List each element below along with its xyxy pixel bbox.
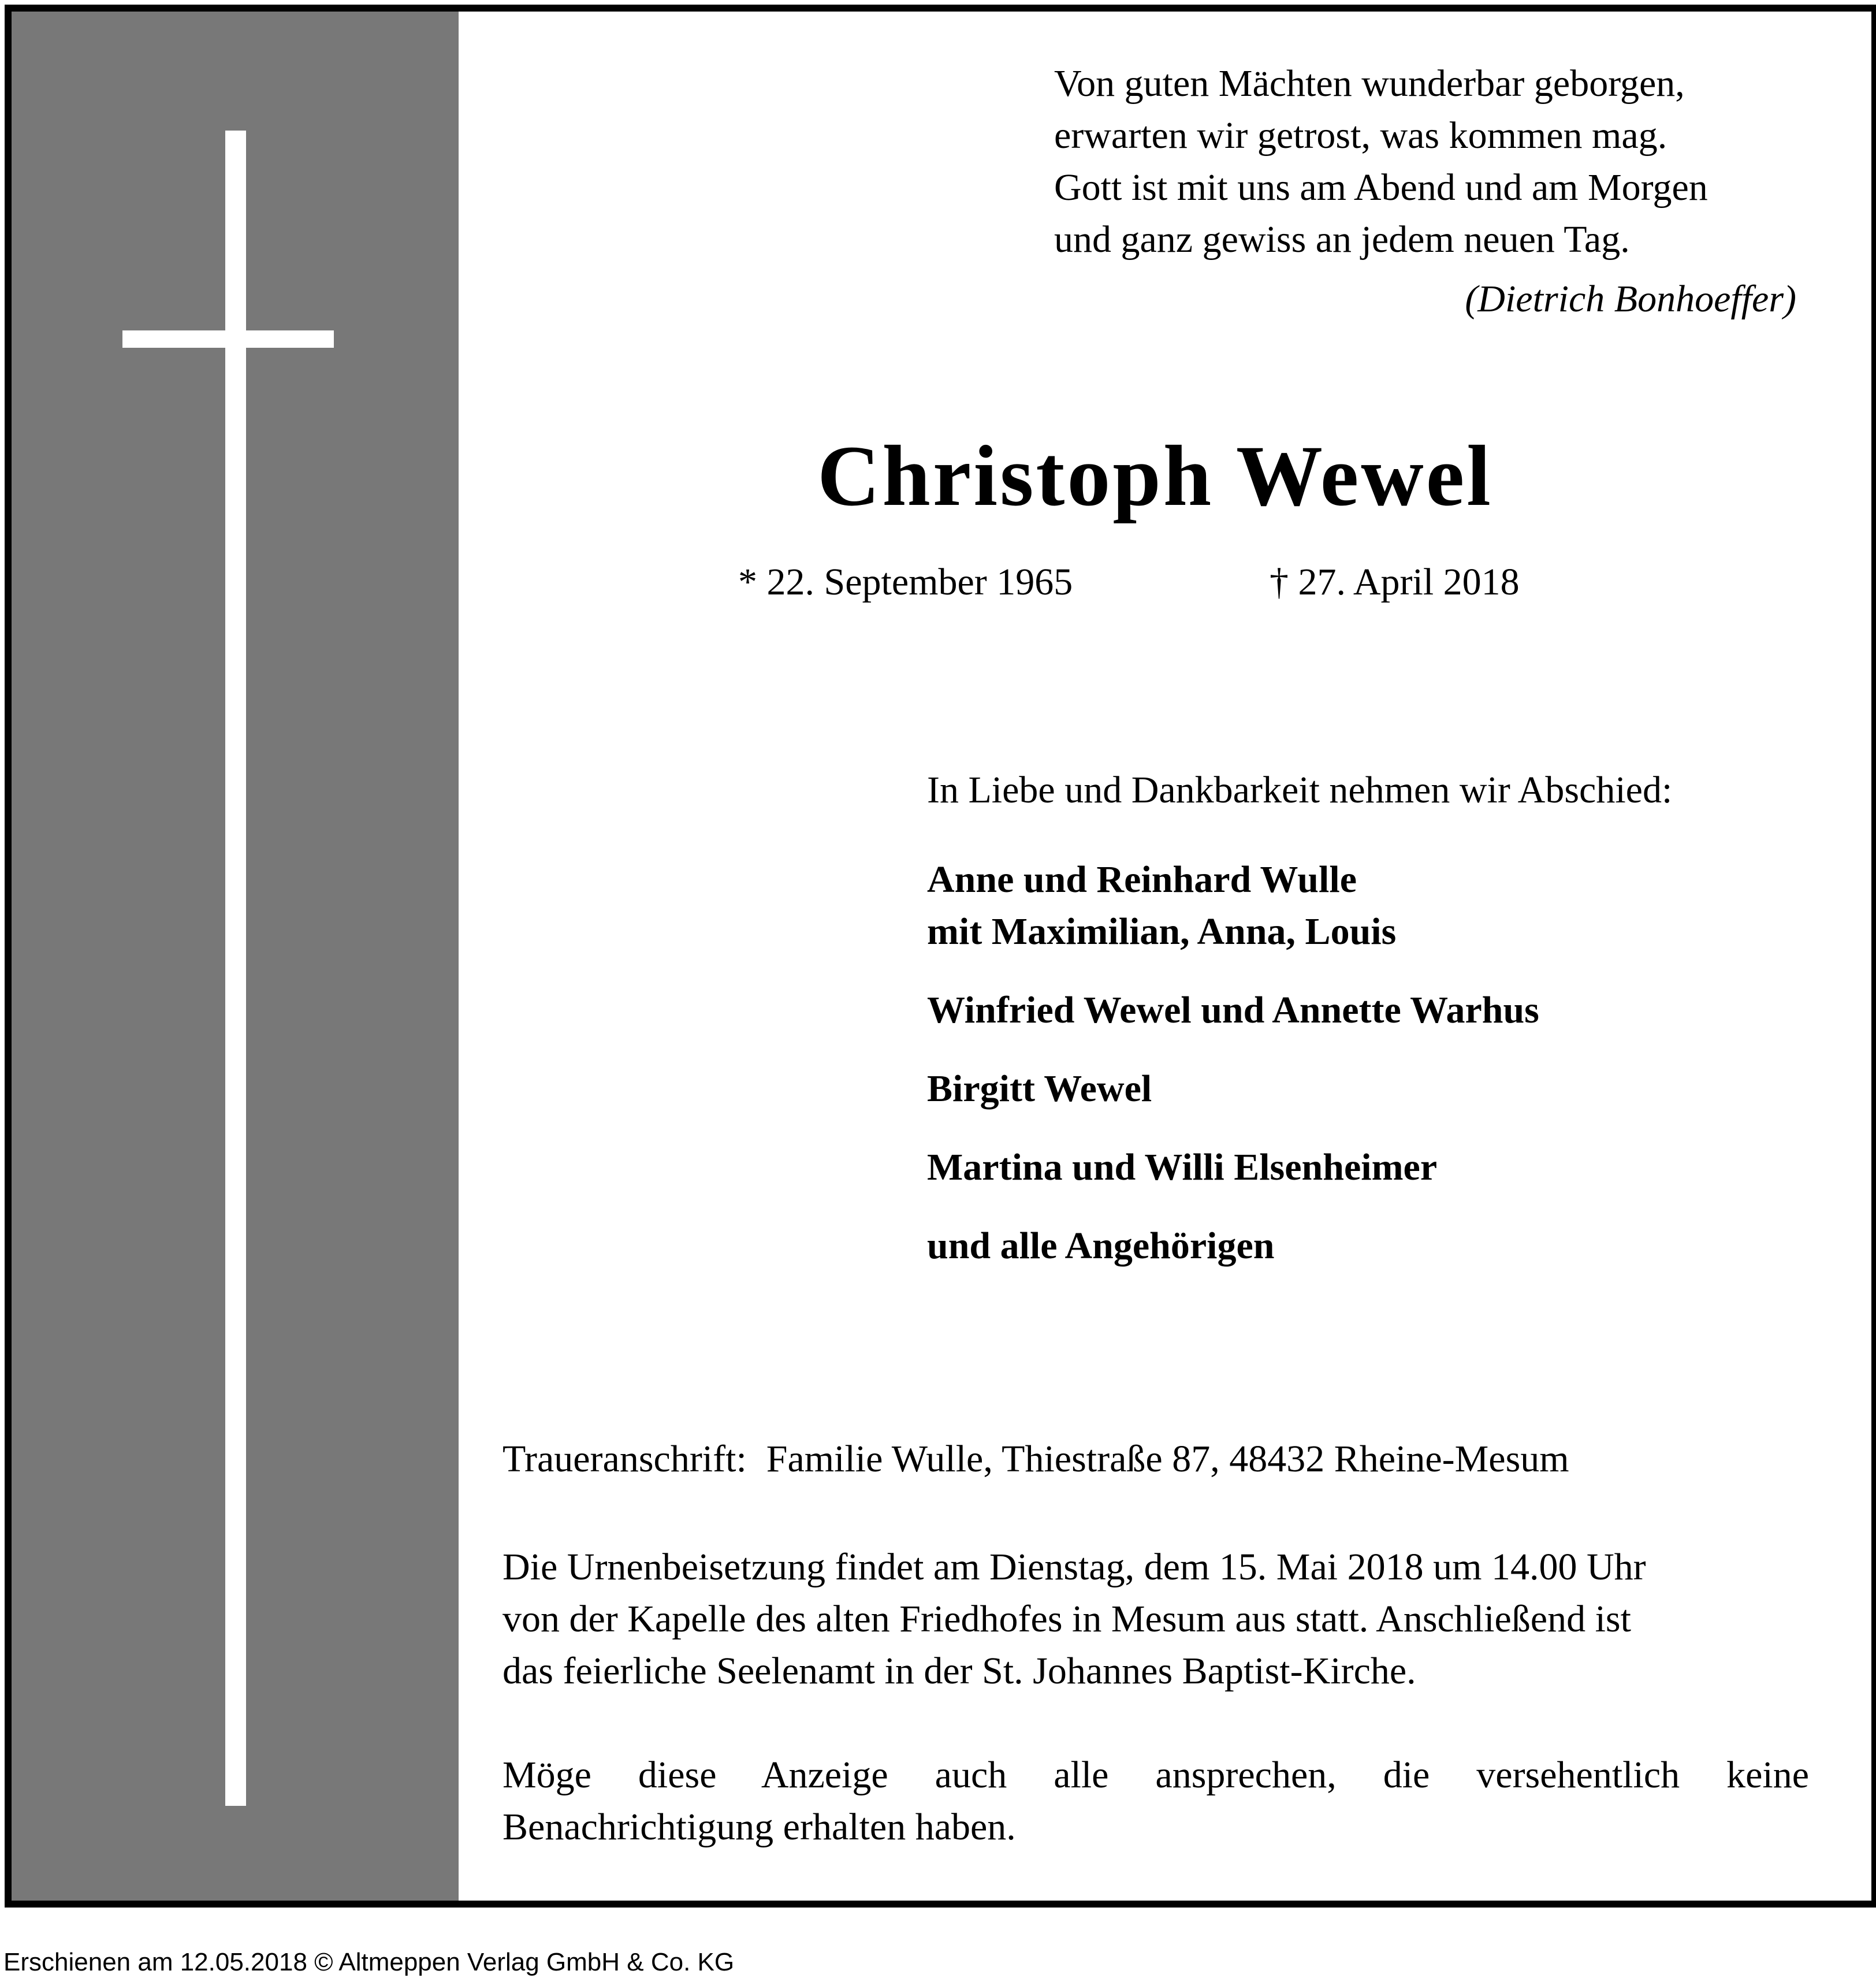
grey-side-panel: [12, 12, 459, 1901]
mourning-address: [502, 1437, 1569, 1481]
poem-line: Gott ist mit uns am Abend und am Morgen: [1054, 166, 1708, 209]
address-value: Familie Wulle, Thiestraße 87, 48432 Rheine-Mesum: [766, 1438, 1569, 1480]
burial-line: von der Kapelle des alten Friedhofes in Mesum aus statt. Anschließend ist: [502, 1598, 1631, 1640]
poem-author: (Dietrich Bonhoeffer): [1465, 278, 1796, 320]
mourner-entry: Anne und Reinhard Wulle: [927, 858, 1357, 901]
cross-icon-crossbar: [122, 330, 334, 348]
mourner-entry: und alle Angehörigen: [927, 1225, 1275, 1267]
poem-line: erwarten wir getrost, was kommen mag.: [1054, 114, 1667, 157]
deceased-name: Christoph Wewel: [817, 428, 1493, 524]
poem-line: Von guten Mächten wunderbar geborgen,: [1054, 62, 1685, 105]
notice: [502, 1749, 1809, 1853]
death-date: † 27. April 2018: [1270, 561, 1520, 603]
publication-footer: Erschienen am 12.05.2018 © Altmeppen Verlag GmbH & Co. KG: [3, 1948, 735, 1976]
notice-line: Möge diese Anzeige auch alle ansprechen, die versehentlich keine: [502, 1754, 1809, 1796]
cross-icon: [225, 131, 246, 1806]
poem: [1054, 58, 1817, 266]
mourner-entry: Martina und Willi Elsenheimer: [927, 1146, 1438, 1188]
burial-line: Die Urnenbeisetzung findet am Dienstag, dem 15. Mai 2018 um 14.00 Uhr: [502, 1546, 1646, 1588]
mourners-list: [927, 854, 1539, 1299]
mourner-entry: Birgitt Wewel: [927, 1068, 1152, 1110]
mourner-entry: Winfried Wewel und Annette Warhus: [927, 989, 1539, 1031]
mourner-entry: mit Maximilian, Anna, Louis: [927, 910, 1397, 953]
farewell-line: In Liebe und Dankbarkeit nehmen wir Abschied:: [927, 769, 1673, 811]
burial-info: [502, 1541, 1809, 1697]
address-label: Traueranschrift:: [502, 1438, 747, 1480]
burial-line: das feierliche Seelenamt in der St. Johannes Baptist-Kirche.: [502, 1650, 1416, 1692]
notice-line: Benachrichtigung erhalten haben.: [502, 1806, 1016, 1848]
poem-line: und ganz gewiss an jedem neuen Tag.: [1054, 218, 1630, 261]
birth-date: * 22. September 1965: [738, 561, 1073, 603]
